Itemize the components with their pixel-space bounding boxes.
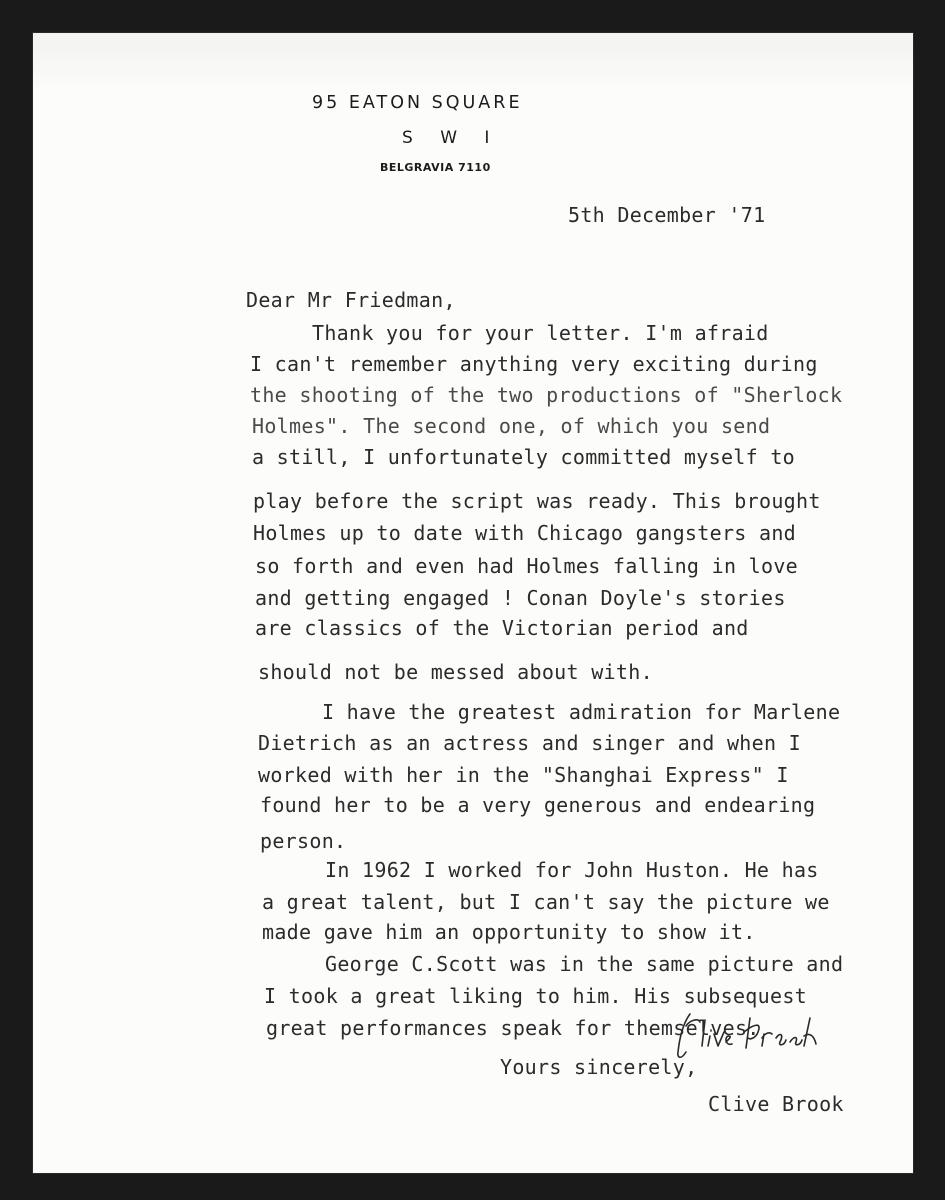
body-line: great performances speak for themselves. [266,1016,760,1040]
body-line: Holmes up to date with Chicago gangsters and [253,521,797,545]
body-line: a great talent, but I can't say the picture we [262,890,830,914]
body-line: and getting engaged ! Conan Doyle's stories [255,586,786,610]
body-line: the shooting of the two productions of "Sherlock [250,383,843,407]
body-line: play before the script was ready. This brought [253,489,821,513]
body-line: I took a great liking to him. His subsequest [264,984,808,1008]
body-line: so forth and even had Holmes falling in love [255,554,799,578]
body-line: I can't remember anything very exciting during [250,352,818,376]
body-line: Thank you for your letter. I'm afraid [312,321,769,345]
letter-date: 5th December '71 [568,203,766,227]
body-line: George C.Scott was in the same picture and [325,952,844,976]
body-line: person. [260,829,347,853]
body-line: are classics of the Victorian period and [255,616,749,640]
closing: Yours sincerely, [500,1055,698,1079]
salutation: Dear Mr Friedman, [246,288,456,312]
letterhead-phone: BELGRAVIA 7110 [380,161,491,174]
body-line: worked with her in the "Shanghai Express" I [258,763,789,787]
body-line: Holmes". The second one, of which you send [252,414,771,438]
body-line: I have the greatest admiration for Marlene [322,700,841,724]
letterhead-address: 95 EATON SQUARE [312,93,523,113]
body-line: Dietrich as an actress and singer and when I [258,731,802,755]
letterhead-district: S W I [402,128,501,148]
body-line: made gave him an opportunity to show it. [262,920,756,944]
handwritten-signature [650,1002,820,1062]
body-line: a still, I unfortunately committed myself to [252,445,796,469]
body-line: found her to be a very generous and endearing [260,793,816,817]
body-line: In 1962 I worked for John Huston. He has [325,858,819,882]
typed-name: Clive Brook [708,1092,844,1116]
body-line: should not be messed about with. [258,660,653,684]
